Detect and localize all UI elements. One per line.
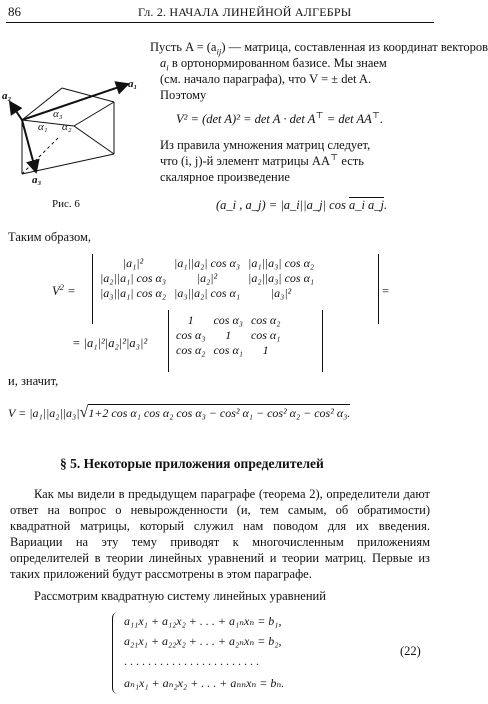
matrix2-cell: 1 bbox=[187, 313, 194, 327]
matrix2-cell: 1 bbox=[225, 328, 232, 342]
para2-line-1: Из правила умножения матриц следует, bbox=[160, 138, 371, 152]
matrix1-cell: |a₁||a₃| cos α₂ bbox=[248, 256, 315, 270]
matrix1-cell: |a₁|² bbox=[122, 256, 144, 270]
running-title: Гл. 2. НАЧАЛА ЛИНЕЙНОЙ АЛГЕБРЫ bbox=[138, 5, 352, 19]
header-rule bbox=[6, 22, 434, 23]
label-alpha2: α₂ bbox=[62, 121, 72, 133]
equals-sign: = bbox=[382, 284, 390, 298]
vector-a2-arrow bbox=[10, 102, 22, 120]
system-intro: Рассмотрим квадратную систему линейных уравнений bbox=[34, 589, 326, 603]
intro-line-4: Поэтому bbox=[160, 88, 207, 102]
para2-line-3: скалярное произведение bbox=[160, 170, 290, 184]
matrix2-right-bar bbox=[322, 310, 323, 372]
matrix2-cell: cos α₃ bbox=[213, 313, 243, 327]
matrix1-row bbox=[96, 286, 318, 301]
system-dots: . . . . . . . . . . . . . . . . . . . . . . . bbox=[124, 654, 259, 668]
matrix2-row bbox=[172, 343, 284, 358]
equation-number: (22) bbox=[400, 644, 421, 658]
matrix2-cell: 1 bbox=[262, 343, 269, 357]
and-so-label: и, значит, bbox=[8, 374, 59, 388]
matrix1-left-bar bbox=[92, 254, 93, 324]
page-number: 86 bbox=[8, 4, 21, 19]
factor-expression: = |a₁|²|a₂|²|a₃|² bbox=[72, 336, 148, 350]
system-eq-2: a₂₁x₁ + a₂₂x₂ + . . . + a₂ₙxₙ = b₂, bbox=[124, 634, 282, 648]
intro-line-1: Пусть $A = (a_{ij})$ — матрица, составленная из координат векторов bbox=[150, 40, 488, 57]
label-a3: a₃ bbox=[32, 174, 42, 186]
vector-a3-arrow bbox=[22, 120, 36, 172]
cosine-matrix bbox=[172, 313, 284, 358]
matrix1-cell: |a₂||a₁| cos α₃ bbox=[100, 271, 167, 285]
matrix2-cell: cos α₂ bbox=[176, 343, 206, 357]
sqrt-sign: √ bbox=[79, 404, 89, 421]
system-eq-1: a₁₁x₁ + a₁₂x₂ + . . . + a₁ₙxₙ = b₁, bbox=[124, 614, 282, 628]
intro-line-2: $a_i$ в ортонормированном базисе. Мы знаем bbox=[160, 56, 387, 73]
matrix1-cell: |a₃||a₁| cos α₂ bbox=[100, 286, 167, 300]
matrix1-right-bar bbox=[378, 254, 379, 324]
v2-label: $V^2$ = bbox=[52, 281, 76, 298]
gram-matrix bbox=[96, 256, 318, 301]
figure-caption: Рис. 6 bbox=[52, 198, 80, 210]
matrix2-row bbox=[172, 313, 284, 328]
system-brace bbox=[112, 612, 119, 694]
matrix1-cell: |a₂||a₃| cos α₁ bbox=[248, 271, 315, 285]
section-paragraph: Как мы видели в предыдущем параграфе (теорема 2), определители дают ответ на вопрос о невырожденности (и, тем самым, об обратимости) квадратной матрицы, который служил нам поводом для их введения. Вариации на эту тему приводят к многочисленным приложениям определителей в теории линейных уравнений и теории матриц. Первые из таких приложений будут рассмотрены в этом параграфе. bbox=[10, 487, 430, 581]
system-eq-n: aₙ₁x₁ + aₙ₂x₂ + . . . + aₙₙxₙ = bₙ. bbox=[124, 676, 285, 690]
matrix2-cell: cos α₁ bbox=[250, 328, 281, 342]
matrix1-row bbox=[96, 271, 318, 286]
matrix1-cell: |a₁||a₂| cos α₃ bbox=[174, 256, 241, 270]
matrix1-cell: |a₃|² bbox=[270, 286, 292, 300]
matrix2-cell: cos α₃ bbox=[176, 328, 206, 342]
label-alpha1: α₁ bbox=[38, 121, 48, 133]
para2-line-2: что (i, j)-й элемент матрицы AA⊤ есть bbox=[160, 151, 364, 168]
matrix2-row bbox=[172, 328, 284, 343]
matrix2-left-bar bbox=[168, 310, 169, 372]
label-a1: a₁ bbox=[128, 78, 138, 90]
label-a2: a₂ bbox=[2, 90, 12, 102]
section-title: § 5. Некоторые приложения определителей bbox=[60, 456, 324, 471]
intro-line-3: (см. начало параграфа), что V = ± det A. bbox=[160, 72, 372, 86]
equation-inner-product: (a_i , a_j) = |a_i||a_j| cos a_i a_j. bbox=[216, 198, 388, 212]
matrix2-cell: cos α₂ bbox=[250, 313, 281, 327]
label-alpha3: α₃ bbox=[53, 108, 63, 120]
equation-v-squared: V² = (det A)² = det A · det A⊤ = det AA⊤. bbox=[176, 109, 384, 126]
equation-volume: V = |a₁||a₂||a₃|√1+2 cos α₁ cos α₂ cos α₃ − cos² α₁ − cos² α₂ − cos² α₃. bbox=[8, 404, 351, 421]
matrix1-cell: |a₂|² bbox=[196, 271, 218, 285]
matrix2-cell: cos α₁ bbox=[213, 343, 243, 357]
matrix1-row bbox=[96, 256, 318, 271]
thus-label: Таким образом, bbox=[8, 230, 91, 244]
matrix1-cell: |a₃||a₂| cos α₁ bbox=[174, 286, 241, 300]
